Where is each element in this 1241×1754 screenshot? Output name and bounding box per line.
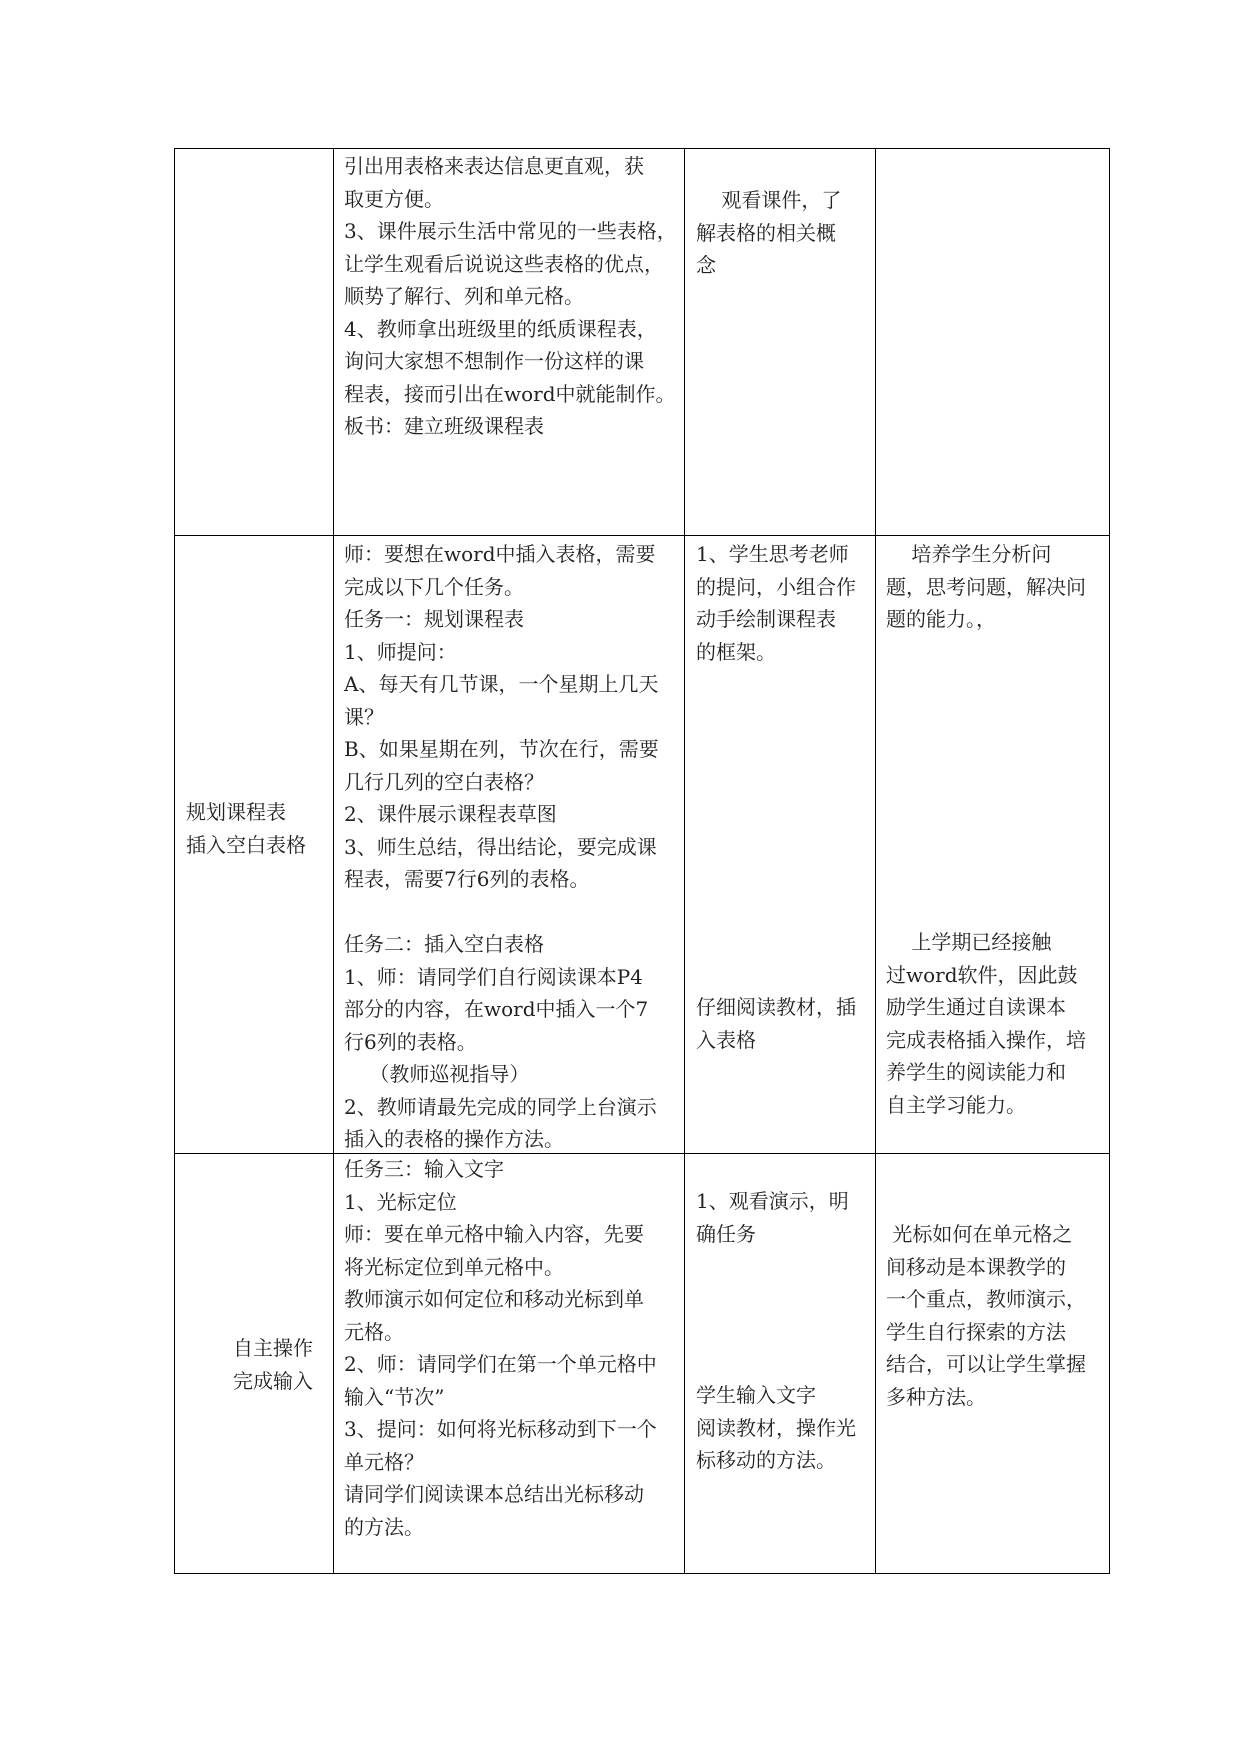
row1-intent-cell xyxy=(875,148,1110,536)
text-line: 1、学生思考老师 xyxy=(696,542,849,566)
text-line: 插入空白表格 xyxy=(186,832,306,857)
text-line: 取更方便。 xyxy=(344,186,444,211)
row1-teacher-text xyxy=(344,150,677,443)
text-line: 自主学习能力。 xyxy=(886,1092,1026,1117)
text-line: 3、课件展示生活中常见的一些表格， xyxy=(344,219,677,243)
text-line: 3、师生总结，得出结论，要完成课 xyxy=(344,834,657,859)
text-line: 题的能力。， xyxy=(886,607,996,631)
text-line: 师：要在单元格中输入内容，先要 xyxy=(344,1222,644,1246)
text-line: 元格。 xyxy=(344,1319,404,1344)
text-line: 光标如何在单元格之 xyxy=(886,1222,1073,1246)
text-line: 养学生的阅读能力和 xyxy=(886,1060,1066,1084)
text-line: （教师巡视指导） xyxy=(344,1062,530,1086)
text-line: 1、师：请同学们自行阅读课本P4 xyxy=(344,964,643,989)
text-line: 行6列的表格。 xyxy=(344,1029,477,1054)
text-line: 板书：建立班级课程表 xyxy=(344,414,544,438)
text-line: 题，思考问题，解决问 xyxy=(886,574,1086,599)
text-line: 规划课程表 xyxy=(186,800,286,824)
row1-student-text xyxy=(696,184,841,282)
text-line: 间移动是本课教学的 xyxy=(886,1254,1066,1279)
row2-intent-text-2 xyxy=(886,926,1086,1121)
text-line: 任务三：输入文字 xyxy=(344,1157,504,1181)
text-line: 程表，需要7行6列的表格。 xyxy=(344,867,590,891)
row2-student-text-2 xyxy=(696,991,856,1056)
text-line: 念 xyxy=(696,253,716,277)
row3-student-text-2 xyxy=(696,1379,856,1477)
text-line: 完成以下几个任务。 xyxy=(344,574,524,599)
text-line: 将光标定位到单元格中。 xyxy=(344,1254,564,1279)
text-line: 部分的内容，在word中插入一个7 xyxy=(344,997,649,1021)
text-line: 师：要想在word中插入表格，需要 xyxy=(344,542,656,566)
text-line: 励学生通过自读课本 xyxy=(886,995,1066,1019)
text-line: 1、观看演示，明 xyxy=(696,1189,849,1213)
row2-section-text xyxy=(186,796,306,861)
text-line: 2、教师请最先完成的同学上台演示 xyxy=(344,1094,657,1119)
row3-student-text-1 xyxy=(696,1185,849,1250)
row1-section-cell xyxy=(174,148,334,536)
text-line: 完成输入 xyxy=(233,1368,313,1393)
text-line: 的框架。 xyxy=(696,639,776,664)
text-line: 插入的表格的操作方法。 xyxy=(344,1127,564,1151)
text-line: 的提问，小组合作 xyxy=(696,574,856,599)
text-line: 阅读教材，操作光 xyxy=(696,1415,856,1440)
text-line: 一个重点，教师演示， xyxy=(886,1287,1086,1311)
text-line: 观看课件，了 xyxy=(696,188,842,212)
text-line: 1、师提问： xyxy=(344,639,457,664)
text-line: 入表格 xyxy=(696,1027,756,1052)
row3-teacher-text xyxy=(344,1153,657,1543)
text-line: 动手绘制课程表 xyxy=(696,607,836,631)
text-line: 引出用表格来表达信息更直观，获 xyxy=(344,154,644,178)
row2-intent-text-1 xyxy=(886,538,1086,636)
text-line: 询问大家想不想制作一份这样的课 xyxy=(344,349,644,373)
text-line: 课？ xyxy=(344,704,384,729)
text-line: 输入“节次” xyxy=(344,1384,445,1409)
text-line: 2、师：请同学们在第一个单元格中 xyxy=(344,1352,657,1376)
text-line: 请同学们阅读课本总结出光标移动 xyxy=(344,1482,644,1506)
text-line: 培养学生分析问 xyxy=(886,542,1052,566)
text-line: 上学期已经接触 xyxy=(886,930,1052,954)
text-line: 任务二：插入空白表格 xyxy=(344,932,544,956)
text-line: 多种方法。 xyxy=(886,1384,986,1409)
row2-student-text-1 xyxy=(696,538,856,668)
text-line: B、如果星期在列，节次在行，需要 xyxy=(344,737,659,761)
text-line: 顺势了解行、列和单元格。 xyxy=(344,284,584,308)
text-line: 程表，接而引出在word中就能制作。 xyxy=(344,381,676,406)
text-line: 教师演示如何定位和移动光标到单 xyxy=(344,1287,644,1311)
text-line: 标移动的方法。 xyxy=(696,1448,836,1472)
text-line: 2、课件展示课程表草图 xyxy=(344,802,557,826)
text-line: 单元格？ xyxy=(344,1449,424,1474)
text-line xyxy=(344,896,659,929)
text-line: 学生输入文字 xyxy=(696,1383,816,1407)
text-line: 解表格的相关概 xyxy=(696,220,836,245)
text-line: 过word软件，因此鼓 xyxy=(886,962,1078,987)
row3-intent-text xyxy=(886,1218,1086,1413)
text-line: 几行几列的空白表格？ xyxy=(344,769,544,794)
text-line: 完成表格插入操作，培 xyxy=(886,1027,1086,1052)
row2-teacher-text xyxy=(344,538,659,1156)
text-line: A、每天有几节课，一个星期上几天 xyxy=(344,672,659,696)
text-line: 1、光标定位 xyxy=(344,1189,457,1214)
text-line: 自主操作 xyxy=(233,1336,313,1360)
text-line: 的方法。 xyxy=(344,1514,424,1539)
text-line: 确任务 xyxy=(696,1221,756,1246)
text-line: 3、提问：如何将光标移动到下一个 xyxy=(344,1417,657,1441)
text-line: 仔细阅读教材，插 xyxy=(696,995,856,1019)
text-line: 结合，可以让学生掌握 xyxy=(886,1352,1086,1376)
text-line: 4、教师拿出班级里的纸质课程表， xyxy=(344,316,657,341)
text-line: 任务一：规划课程表 xyxy=(344,607,524,631)
text-line: 让学生观看后说说这些表格的优点， xyxy=(344,251,664,276)
text-line: 学生自行探索的方法 xyxy=(886,1319,1066,1344)
row3-section-text xyxy=(233,1332,313,1397)
